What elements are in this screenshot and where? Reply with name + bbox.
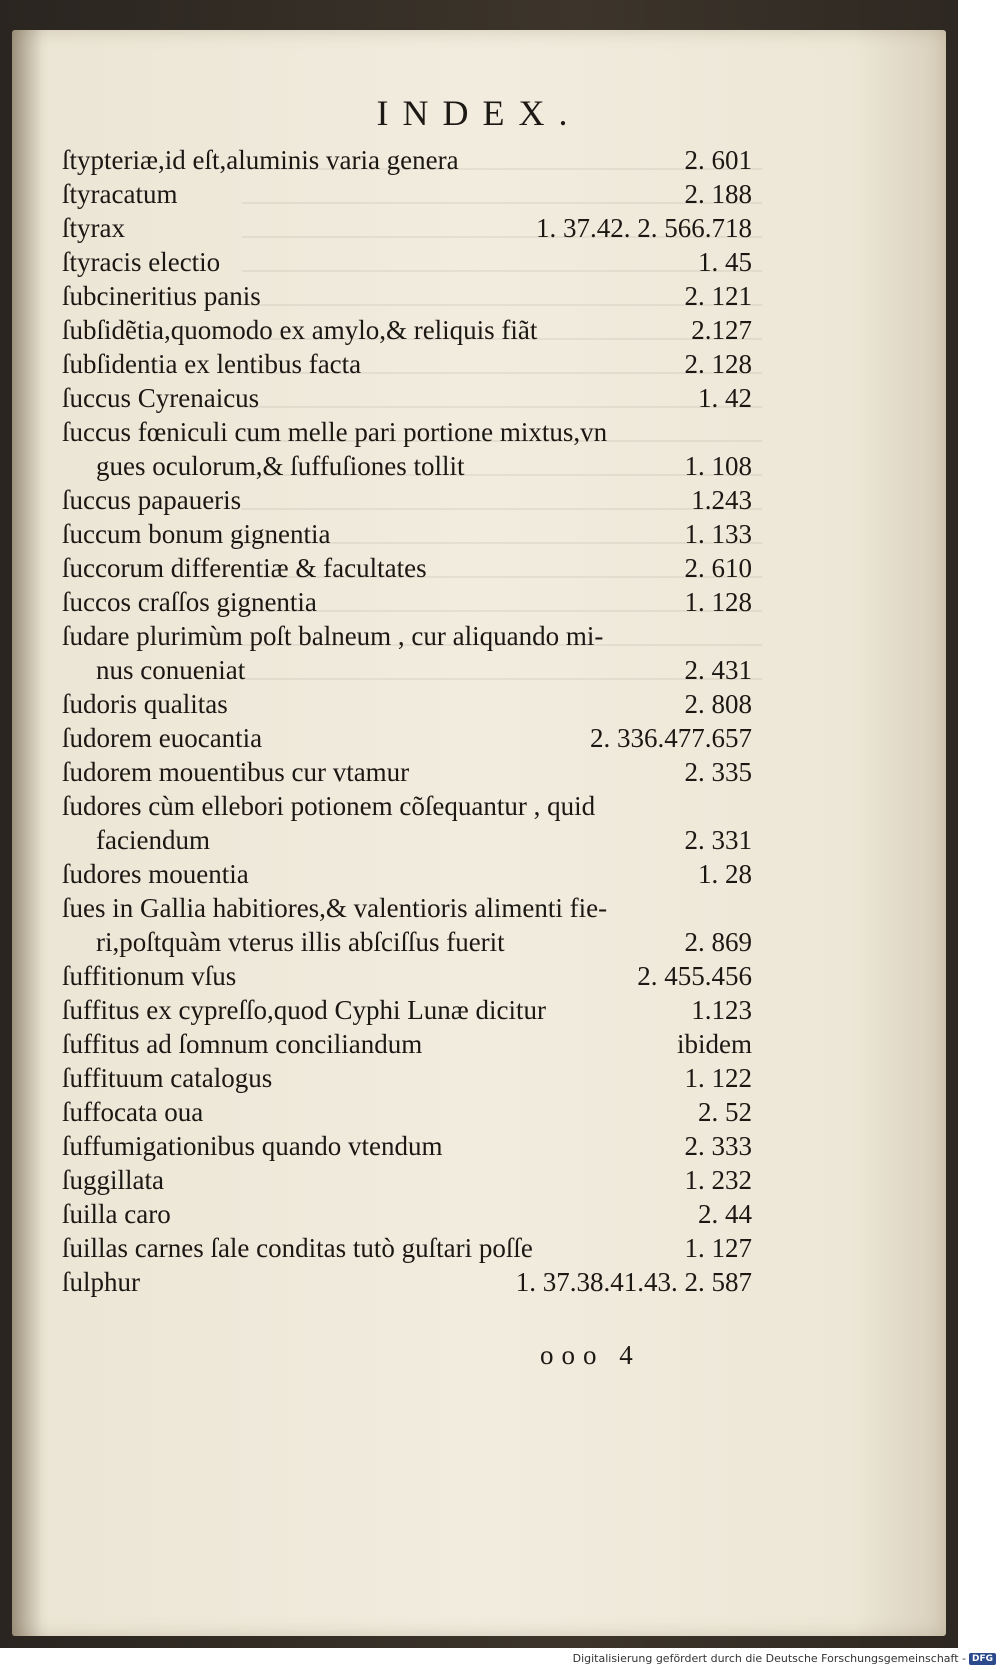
index-entry (62, 245, 752, 279)
entry-term: ſuillas carnes ſale conditas tutò guſtari poſſe (62, 1233, 533, 1263)
index-entry (62, 483, 752, 517)
index-entry (62, 313, 752, 347)
entry-term: ſudare plurimùm poſt balneum , cur aliquando mi- (62, 621, 604, 651)
index-entry (62, 857, 752, 891)
entry-page-ref: 1. 37.38.41.43. 2. 587 (515, 1267, 752, 1297)
digitization-credit (573, 1652, 996, 1665)
entry-continuation: ri,poſtquàm vterus illis abſciſſus fuerit (96, 927, 505, 957)
index-entry (62, 211, 752, 245)
entry-continuation: gues oculorum,& ſuffuſiones tollit (96, 451, 465, 481)
gutter-shadow (12, 30, 42, 1636)
index-entry (62, 347, 752, 381)
index-entry (62, 279, 752, 313)
index-entry (62, 415, 752, 483)
entry-term: ſuccos craſſos gignentia (62, 587, 317, 617)
index-entry (62, 755, 752, 789)
index-entry (62, 1027, 752, 1061)
entry-page-ref: 1. 232 (684, 1165, 752, 1195)
entry-term: ſubcineritius panis (62, 281, 261, 311)
entry-term: ſubſidentia ex lentibus facta (62, 349, 362, 379)
index-entry (62, 177, 752, 211)
entry-page-ref: 2. 188 (684, 179, 752, 209)
entry-page-ref: 1.243 (691, 485, 752, 515)
entry-term: ſtyrax (62, 213, 125, 243)
entry-term: ſtyracis electio (62, 247, 221, 277)
entry-page-ref: 2. 808 (684, 689, 752, 719)
dfg-logo: DFG (969, 1653, 996, 1665)
page-header: INDEX. (376, 93, 582, 133)
entry-term: ſudorem euocantia (62, 723, 263, 753)
entry-page-ref: 2. 431 (684, 655, 752, 685)
entry-page-ref: 1. 45 (698, 247, 752, 277)
entry-page-ref: 2. 610 (684, 553, 752, 583)
entry-term: ſtyracatum (62, 179, 178, 209)
entry-term: ſuggillata (62, 1165, 164, 1195)
entry-term: ſuffumigationibus quando vtendum (62, 1131, 443, 1161)
entry-term: ſuffocata oua (62, 1097, 204, 1127)
entry-page-ref: ibidem (677, 1029, 752, 1059)
index-entry (62, 687, 752, 721)
entry-term: ſuccorum differentiæ & facultates (62, 553, 427, 583)
entry-page-ref: 1.123 (691, 995, 752, 1025)
index-entry (62, 1197, 752, 1231)
entry-page-ref: 1. 128 (684, 587, 752, 617)
entry-continuation: nus conueniat (96, 655, 246, 685)
index-entry (62, 619, 752, 687)
credit-text: Digitalisierung gefördert durch die Deutsche Forschungsgemeinschaft - (572, 1652, 966, 1665)
index-entry (62, 381, 752, 415)
entry-term: ſuilla caro (62, 1199, 171, 1229)
entry-page-ref: 2. 128 (684, 349, 752, 379)
entry-term: ſuffituum catalogus (62, 1063, 273, 1093)
entry-term: ſuffitionum vſus (62, 961, 237, 991)
entry-page-ref: 2.127 (691, 315, 752, 345)
entry-page-ref: 1. 42 (698, 383, 752, 413)
entry-page-ref: 1. 133 (684, 519, 752, 549)
entry-term: ſtypteriæ,id eſt,aluminis varia genera (62, 145, 459, 175)
index-entry (62, 1163, 752, 1197)
index-entry (62, 789, 752, 857)
index-entry (62, 143, 752, 177)
index-entry (62, 1265, 752, 1299)
signature-mark: ooo 4 (540, 1340, 641, 1370)
entry-term: ſues in Gallia habitiores,& valentioris alimenti fie- (62, 893, 608, 923)
entry-term: ſuccus fœniculi cum melle pari portione mixtus,vn (62, 417, 608, 447)
entry-term: ſulphur (62, 1267, 140, 1297)
index-entry (62, 1095, 752, 1129)
index-entry (62, 517, 752, 551)
entry-page-ref: 2. 336.477.657 (590, 723, 752, 753)
entry-page-ref: 2. 44 (698, 1199, 752, 1229)
entry-page-ref: 2. 121 (684, 281, 752, 311)
index-entries (62, 143, 752, 1299)
entry-page-ref: 2. 455.456 (637, 961, 752, 991)
book-page (12, 30, 946, 1636)
index-entry (62, 959, 752, 993)
index-entry (62, 585, 752, 619)
entry-page-ref: 2. 331 (684, 825, 752, 855)
entry-page-ref: 2. 869 (684, 927, 752, 957)
entry-continuation: faciendum (96, 825, 210, 855)
entry-page-ref: 2. 52 (698, 1097, 752, 1127)
entry-term: ſudoris qualitas (62, 689, 228, 719)
entry-term: ſuffitus ex cypreſſo,quod Cyphi Lunæ dicitur (62, 995, 546, 1025)
entry-term: ſuffitus ad ſomnum conciliandum (62, 1029, 423, 1059)
index-entry (62, 993, 752, 1027)
entry-term: ſuccum bonum gignentia (62, 519, 331, 549)
entry-term: ſuccus papaueris (62, 485, 242, 515)
entry-term: ſubſidẽtia,quomodo ex amylo,& reliquis fiãt (62, 315, 538, 345)
entry-page-ref: 1. 127 (684, 1233, 752, 1263)
entry-page-ref: 1. 108 (684, 451, 752, 481)
entry-page-ref: 2. 335 (684, 757, 752, 787)
index-entry (62, 1061, 752, 1095)
entry-term: ſudores cùm ellebori potionem cõſequantur , quid (62, 791, 596, 821)
entry-page-ref: 1. 28 (698, 859, 752, 889)
index-entry (62, 1231, 752, 1265)
index-entry (62, 1129, 752, 1163)
entry-page-ref: 2. 601 (684, 145, 752, 175)
index-entry (62, 551, 752, 585)
entry-term: ſudorem mouentibus cur vtamur (62, 757, 410, 787)
entry-term: ſudores mouentia (62, 859, 249, 889)
entry-term: ſuccus Cyrenaicus (62, 383, 260, 413)
index-entry (62, 721, 752, 755)
index-entry (62, 891, 752, 959)
entry-page-ref: 2. 333 (684, 1131, 752, 1161)
entry-page-ref: 1. 122 (684, 1063, 752, 1093)
entry-page-ref: 1. 37.42. 2. 566.718 (536, 213, 752, 243)
